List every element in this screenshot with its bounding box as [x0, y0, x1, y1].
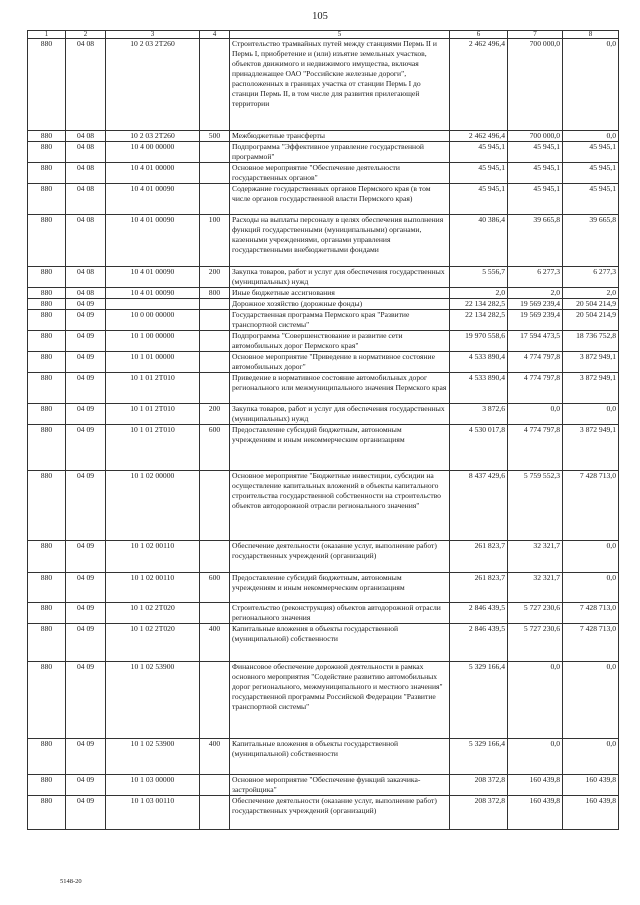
col-amount-3: 160 439,8 — [563, 796, 619, 830]
col-expense-type: 400 — [200, 739, 230, 775]
col-code: 880 — [28, 425, 66, 471]
col-amount-1: 261 823,7 — [450, 573, 508, 603]
col-target: 10 1 01 2Т010 — [106, 373, 200, 404]
col-section: 04 09 — [66, 352, 106, 373]
col-target: 10 1 00 00000 — [106, 331, 200, 352]
col-amount-3: 0,0 — [563, 662, 619, 739]
col-section: 04 09 — [66, 299, 106, 310]
col-amount-2: 39 665,8 — [508, 215, 563, 267]
col-expense-type: 800 — [200, 288, 230, 299]
col-target: 10 1 01 00000 — [106, 352, 200, 373]
col-amount-3: 0,0 — [563, 573, 619, 603]
col-amount-1: 45 945,1 — [450, 184, 508, 215]
table-row — [28, 775, 619, 796]
col-code: 880 — [28, 796, 66, 830]
col-amount-1: 5 329 166,4 — [450, 739, 508, 775]
col-code: 880 — [28, 739, 66, 775]
col-target: 10 4 00 00000 — [106, 142, 200, 163]
col-amount-3: 3 872 949,1 — [563, 425, 619, 471]
col-expense-type: 500 — [200, 131, 230, 142]
col-target: 10 1 02 00110 — [106, 573, 200, 603]
table-row — [28, 404, 619, 425]
col-amount-3: 39 665,8 — [563, 215, 619, 267]
col-amount-1: 261 823,7 — [450, 541, 508, 573]
col-expense-type: 200 — [200, 267, 230, 288]
table-row — [28, 310, 619, 331]
col-amount-2: 5 759 552,3 — [508, 471, 563, 541]
col-amount-2: 19 569 239,4 — [508, 299, 563, 310]
col-amount-3: 3 872 949,1 — [563, 352, 619, 373]
col-amount-2: 160 439,8 — [508, 775, 563, 796]
col-description: Основное мероприятие "Бюджетные инвестиции, субсидии на осуществление капитальных вложений в объекты капитального строительства государственной собственности на строительство объектов автодорожной отрасли регионального значения" — [230, 471, 450, 541]
col-section: 04 09 — [66, 662, 106, 739]
col-amount-3: 0,0 — [563, 739, 619, 775]
col-code: 880 — [28, 775, 66, 796]
col-amount-3: 0,0 — [563, 541, 619, 573]
table-row — [28, 352, 619, 373]
col-expense-type — [200, 541, 230, 573]
header-cell: 1 — [28, 31, 66, 39]
col-code: 880 — [28, 267, 66, 288]
col-description: Финансовое обеспечение дорожной деятельности в рамках основного мероприятия "Содействие развитию автомобильных дорог регионального, межмуниципального и местного значения" государственной программы Российской Федерации "Развитие транспортной системы" — [230, 662, 450, 739]
col-amount-2: 0,0 — [508, 739, 563, 775]
table-row — [28, 662, 619, 739]
col-description: Обеспечение деятельности (оказание услуг, выполнение работ) государственных учреждений (организаций) — [230, 796, 450, 830]
col-expense-type — [200, 352, 230, 373]
col-code: 880 — [28, 624, 66, 662]
col-description: Расходы на выплаты персоналу в целях обеспечения выполнения функций государственными (муниципальными) органами, казенными учреждениями, органами управления государственными внебюджетными фондами — [230, 215, 450, 267]
col-expense-type — [200, 603, 230, 624]
col-amount-3: 7 428 713,0 — [563, 624, 619, 662]
col-code: 880 — [28, 352, 66, 373]
col-amount-2: 45 945,1 — [508, 142, 563, 163]
col-amount-3: 20 504 214,9 — [563, 299, 619, 310]
header-cell: 3 — [106, 31, 200, 39]
col-code: 880 — [28, 404, 66, 425]
col-target: 10 4 01 00090 — [106, 288, 200, 299]
col-code: 880 — [28, 373, 66, 404]
col-section: 04 09 — [66, 425, 106, 471]
page-number: 105 — [312, 11, 328, 22]
col-amount-3: 45 945,1 — [563, 142, 619, 163]
col-amount-1: 2 462 496,4 — [450, 39, 508, 131]
col-amount-3: 45 945,1 — [563, 184, 619, 215]
col-target: 10 1 02 2Т020 — [106, 624, 200, 662]
col-target: 10 1 02 53900 — [106, 662, 200, 739]
col-section: 04 08 — [66, 163, 106, 184]
header-cell: 6 — [450, 31, 508, 39]
col-expense-type: 600 — [200, 573, 230, 603]
col-amount-2: 4 774 797,8 — [508, 425, 563, 471]
col-amount-3: 3 872 949,1 — [563, 373, 619, 404]
col-amount-1: 5 556,7 — [450, 267, 508, 288]
col-expense-type — [200, 310, 230, 331]
col-section: 04 08 — [66, 288, 106, 299]
col-amount-1: 5 329 166,4 — [450, 662, 508, 739]
col-target: 10 1 02 53900 — [106, 739, 200, 775]
col-amount-2: 32 321,7 — [508, 573, 563, 603]
col-amount-1: 22 134 282,5 — [450, 299, 508, 310]
col-expense-type — [200, 662, 230, 739]
col-amount-2: 45 945,1 — [508, 184, 563, 215]
col-expense-type — [200, 373, 230, 404]
col-amount-1: 45 945,1 — [450, 163, 508, 184]
col-section: 04 08 — [66, 184, 106, 215]
col-section: 04 09 — [66, 796, 106, 830]
table-row — [28, 471, 619, 541]
col-amount-1: 2 846 439,5 — [450, 603, 508, 624]
table-row — [28, 624, 619, 662]
col-description: Капитальные вложения в объекты государственной (муниципальной) собственности — [230, 624, 450, 662]
col-amount-1: 208 372,8 — [450, 775, 508, 796]
col-expense-type — [200, 39, 230, 131]
col-code: 880 — [28, 541, 66, 573]
col-amount-1: 4 533 890,4 — [450, 352, 508, 373]
footer-code: 5148-20 — [60, 878, 82, 885]
col-description: Строительство (реконструкция) объектов автодорожной отрасли регионального значения — [230, 603, 450, 624]
table-row — [28, 142, 619, 163]
col-description: Приведение в нормативное состояние автомобильных дорог регионального или межмуниципального значения Пермского края — [230, 373, 450, 404]
col-amount-1: 2,0 — [450, 288, 508, 299]
col-target: 10 4 01 00090 — [106, 267, 200, 288]
col-section: 04 09 — [66, 331, 106, 352]
header-cell: 8 — [563, 31, 619, 39]
table-row — [28, 373, 619, 404]
col-section: 04 08 — [66, 142, 106, 163]
col-description: Основное мероприятие "Обеспечение деятельности государственных органов" — [230, 163, 450, 184]
col-description: Обеспечение деятельности (оказание услуг, выполнение работ) государственных учреждений (организаций) — [230, 541, 450, 573]
col-target: 10 1 02 00110 — [106, 541, 200, 573]
col-amount-2: 4 774 797,8 — [508, 352, 563, 373]
col-amount-1: 19 970 558,6 — [450, 331, 508, 352]
col-expense-type: 200 — [200, 404, 230, 425]
col-target: 10 4 01 00000 — [106, 163, 200, 184]
col-section: 04 09 — [66, 775, 106, 796]
col-amount-3: 2,0 — [563, 288, 619, 299]
budget-table — [27, 30, 619, 830]
header-cell: 4 — [200, 31, 230, 39]
col-target: 10 1 03 00000 — [106, 775, 200, 796]
table-row — [28, 739, 619, 775]
col-amount-2: 19 569 239,4 — [508, 310, 563, 331]
col-target: 10 4 01 00090 — [106, 215, 200, 267]
col-code: 880 — [28, 299, 66, 310]
col-section: 04 09 — [66, 573, 106, 603]
table-row — [28, 267, 619, 288]
col-section: 04 09 — [66, 373, 106, 404]
col-section: 04 09 — [66, 624, 106, 662]
col-description: Подпрограмма "Эффективное управление государственной программой" — [230, 142, 450, 163]
col-code: 880 — [28, 39, 66, 131]
col-code: 880 — [28, 573, 66, 603]
col-amount-3: 45 945,1 — [563, 163, 619, 184]
col-expense-type: 600 — [200, 425, 230, 471]
col-amount-1: 3 872,6 — [450, 404, 508, 425]
col-amount-1: 8 437 429,6 — [450, 471, 508, 541]
col-section: 04 09 — [66, 739, 106, 775]
col-amount-1: 2 846 439,5 — [450, 624, 508, 662]
col-target: 10 1 01 2Т010 — [106, 425, 200, 471]
col-description: Подпрограмма "Совершенствование и развитие сети автомобильных дорог Пермского края" — [230, 331, 450, 352]
col-description: Основное мероприятие "Приведение в нормативное состояние автомобильных дорог" — [230, 352, 450, 373]
col-target: 10 2 03 2Т260 — [106, 39, 200, 131]
col-amount-1: 2 462 496,4 — [450, 131, 508, 142]
col-amount-3: 7 428 713,0 — [563, 471, 619, 541]
col-amount-2: 6 277,3 — [508, 267, 563, 288]
col-target: 10 1 02 2Т020 — [106, 603, 200, 624]
col-expense-type — [200, 299, 230, 310]
table-row — [28, 184, 619, 215]
col-section: 04 08 — [66, 215, 106, 267]
col-amount-2: 0,0 — [508, 404, 563, 425]
col-amount-2: 700 000,0 — [508, 131, 563, 142]
col-code: 880 — [28, 184, 66, 215]
col-amount-2: 17 594 473,5 — [508, 331, 563, 352]
col-section: 04 09 — [66, 404, 106, 425]
col-code: 880 — [28, 142, 66, 163]
col-amount-1: 208 372,8 — [450, 796, 508, 830]
table-body — [28, 31, 619, 830]
col-section: 04 09 — [66, 603, 106, 624]
col-code: 880 — [28, 603, 66, 624]
col-amount-2: 0,0 — [508, 662, 563, 739]
col-description: Капитальные вложения в объекты государственной (муниципальной) собственности — [230, 739, 450, 775]
table-row — [28, 425, 619, 471]
col-amount-1: 4 530 017,8 — [450, 425, 508, 471]
col-section: 04 08 — [66, 131, 106, 142]
col-code: 880 — [28, 215, 66, 267]
col-amount-2: 700 000,0 — [508, 39, 563, 131]
col-description: Основное мероприятие "Обеспечение функций заказчика-застройщика" — [230, 775, 450, 796]
col-amount-3: 20 504 214,9 — [563, 310, 619, 331]
col-amount-2: 32 321,7 — [508, 541, 563, 573]
col-description: Строительство трамвайных путей между станциями Пермь II и Пермь I, приобретение и (или) изъятие земельных участков, объектов движимого и недвижимого имущества, включая принадлежащее ОАО "Российские железные дороги", расположенных в границах участка от станции Пермь I до станции Пермь II, в том числе для развития прилегающей территории — [230, 39, 450, 131]
col-expense-type: 100 — [200, 215, 230, 267]
col-amount-1: 22 134 282,5 — [450, 310, 508, 331]
col-section: 04 09 — [66, 310, 106, 331]
col-description: Предоставление субсидий бюджетным, автономным учреждениям и иным некоммерческим организациям — [230, 425, 450, 471]
col-amount-2: 5 727 230,6 — [508, 624, 563, 662]
col-description: Закупка товаров, работ и услуг для обеспечения государственных (муниципальных) нужд — [230, 404, 450, 425]
col-description: Закупка товаров, работ и услуг для обеспечения государственных (муниципальных) нужд — [230, 267, 450, 288]
table-row — [28, 603, 619, 624]
col-target: 10 1 01 2Т010 — [106, 404, 200, 425]
col-code: 880 — [28, 662, 66, 739]
col-amount-2: 4 774 797,8 — [508, 373, 563, 404]
col-code: 880 — [28, 163, 66, 184]
table-row — [28, 331, 619, 352]
col-amount-2: 45 945,1 — [508, 163, 563, 184]
table-row — [28, 131, 619, 142]
table-row — [28, 796, 619, 830]
col-target: 10 1 03 00110 — [106, 796, 200, 830]
col-section: 04 09 — [66, 471, 106, 541]
col-description: Дорожное хозяйство (дорожные фонды) — [230, 299, 450, 310]
col-description: Государственная программа Пермского края "Развитие транспортной системы" — [230, 310, 450, 331]
col-amount-3: 160 439,8 — [563, 775, 619, 796]
col-expense-type — [200, 142, 230, 163]
table-row — [28, 163, 619, 184]
col-expense-type — [200, 331, 230, 352]
col-amount-2: 2,0 — [508, 288, 563, 299]
table-row — [28, 215, 619, 267]
col-section: 04 09 — [66, 541, 106, 573]
col-amount-3: 0,0 — [563, 131, 619, 142]
col-amount-3: 0,0 — [563, 404, 619, 425]
table-row — [28, 299, 619, 310]
col-expense-type — [200, 184, 230, 215]
col-code: 880 — [28, 471, 66, 541]
col-expense-type — [200, 163, 230, 184]
table-row — [28, 288, 619, 299]
col-amount-3: 18 736 752,8 — [563, 331, 619, 352]
table-row — [28, 541, 619, 573]
col-expense-type — [200, 775, 230, 796]
table-row — [28, 39, 619, 131]
col-expense-type — [200, 796, 230, 830]
col-amount-3: 6 277,3 — [563, 267, 619, 288]
col-target — [106, 299, 200, 310]
col-expense-type — [200, 471, 230, 541]
col-code: 880 — [28, 331, 66, 352]
col-amount-3: 7 428 713,0 — [563, 603, 619, 624]
col-section: 04 08 — [66, 39, 106, 131]
col-amount-2: 5 727 230,6 — [508, 603, 563, 624]
col-amount-1: 4 533 890,4 — [450, 373, 508, 404]
col-target: 10 2 03 2Т260 — [106, 131, 200, 142]
col-code: 880 — [28, 310, 66, 331]
col-target: 10 0 00 00000 — [106, 310, 200, 331]
header-cell: 2 — [66, 31, 106, 39]
col-description: Иные бюджетные ассигнования — [230, 288, 450, 299]
col-description: Межбюджетные трансферты — [230, 131, 450, 142]
table-header-row — [28, 31, 619, 39]
col-amount-1: 45 945,1 — [450, 142, 508, 163]
col-expense-type: 400 — [200, 624, 230, 662]
col-description: Предоставление субсидий бюджетным, автономным учреждениям и иным некоммерческим организациям — [230, 573, 450, 603]
col-amount-2: 160 439,8 — [508, 796, 563, 830]
col-target: 10 4 01 00090 — [106, 184, 200, 215]
col-description: Содержание государственных органов Пермского края (в том числе органов государственной власти Пермского края) — [230, 184, 450, 215]
col-code: 880 — [28, 288, 66, 299]
table-row — [28, 573, 619, 603]
col-amount-1: 40 386,4 — [450, 215, 508, 267]
col-amount-3: 0,0 — [563, 39, 619, 131]
header-cell: 5 — [230, 31, 450, 39]
header-cell: 7 — [508, 31, 563, 39]
col-section: 04 08 — [66, 267, 106, 288]
col-target: 10 1 02 00000 — [106, 471, 200, 541]
col-code: 880 — [28, 131, 66, 142]
